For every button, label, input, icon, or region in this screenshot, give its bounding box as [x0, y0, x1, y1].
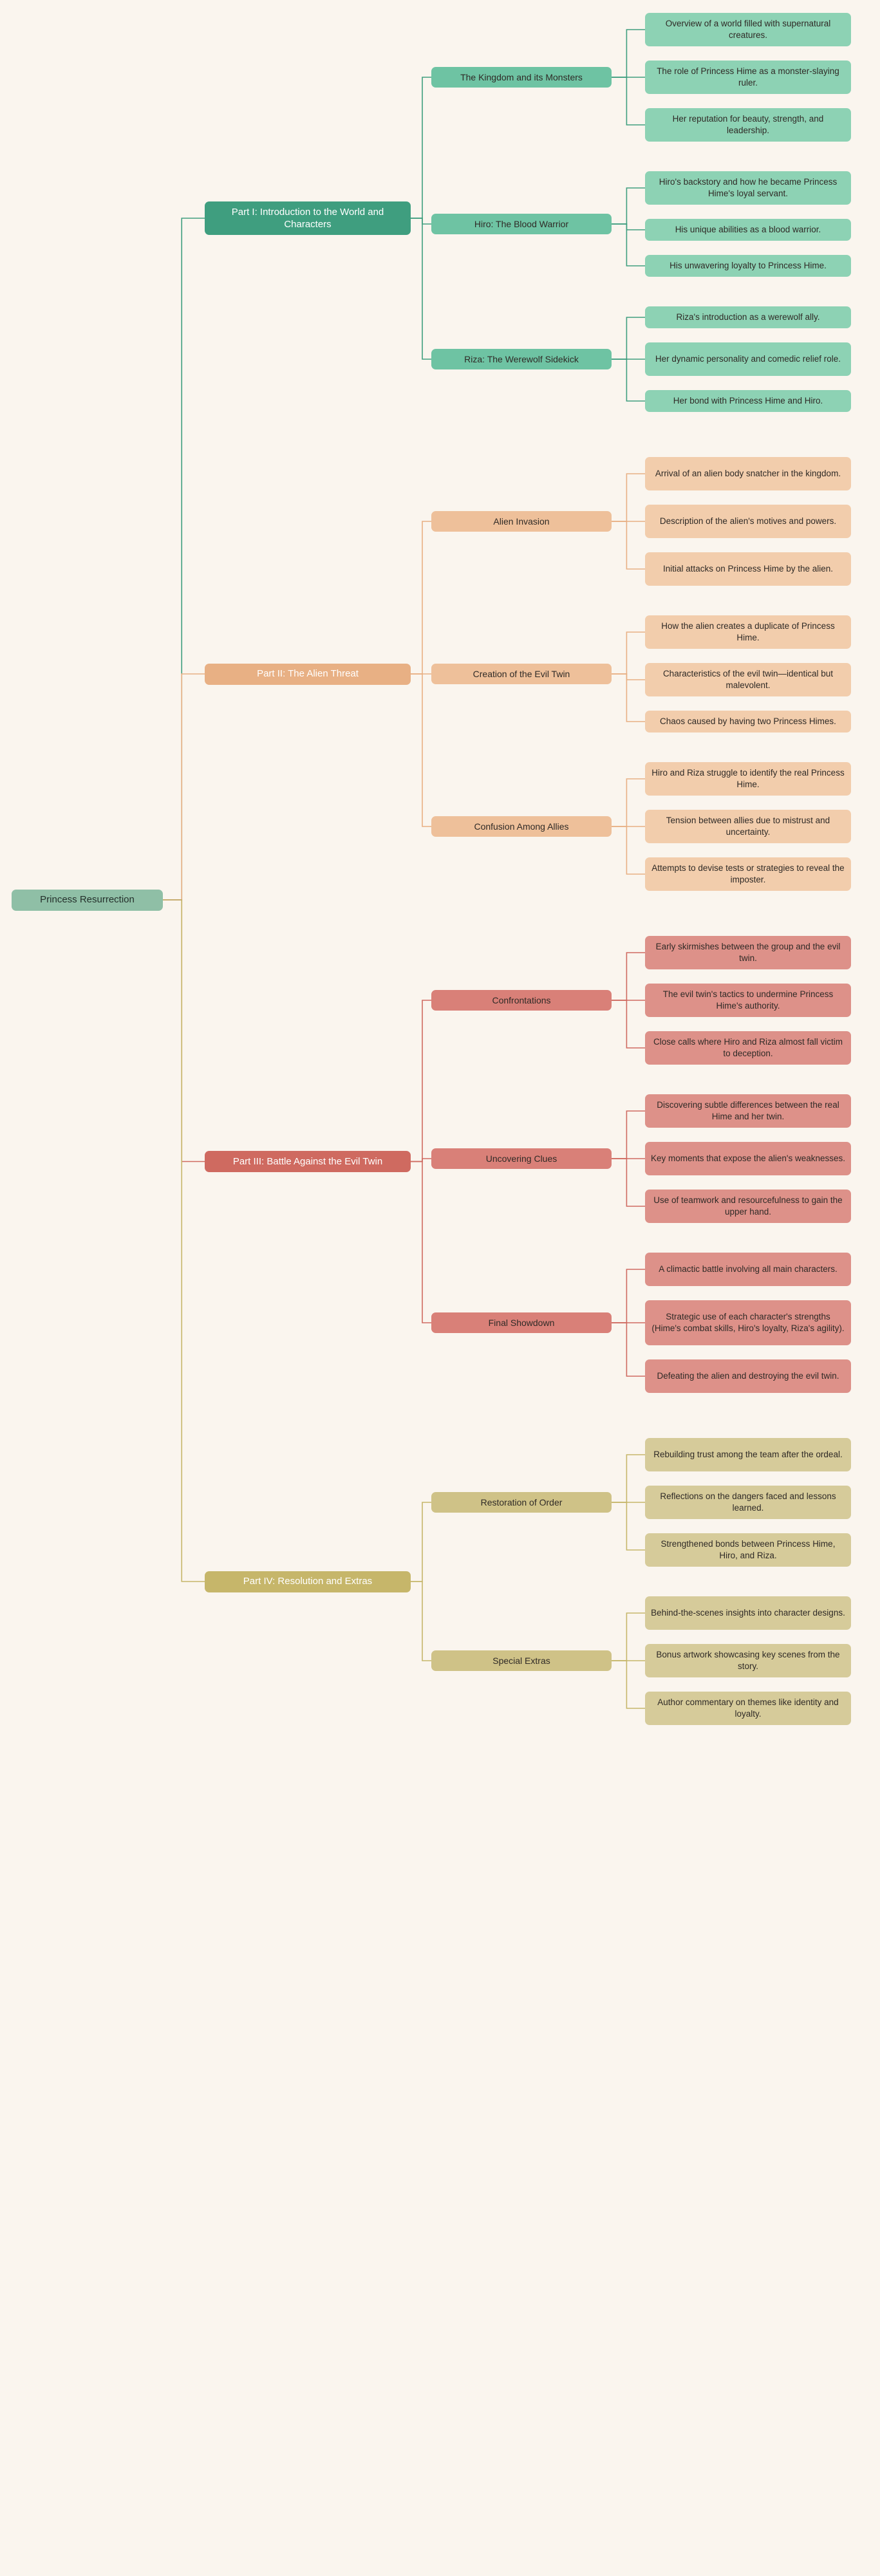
leaf-node-3-1-2[interactable]: The evil twin's tactics to undermine Princess Hime's authority.: [645, 984, 851, 1017]
subbranch-node-1-2[interactable]: Hiro: The Blood Warrior: [431, 214, 612, 234]
leaf-node-4-2-2[interactable]: Bonus artwork showcasing key scenes from the story.: [645, 1644, 851, 1677]
leaf-node-2-2-1[interactable]: How the alien creates a duplicate of Princess Hime.: [645, 615, 851, 649]
leaf-node-4-2-3[interactable]: Author commentary on themes like identity and loyalty.: [645, 1692, 851, 1725]
subbranch-node-2-2[interactable]: Creation of the Evil Twin: [431, 664, 612, 684]
branch-node-2[interactable]: Part II: The Alien Threat: [205, 664, 411, 685]
subbranch-node-2-3[interactable]: Confusion Among Allies: [431, 816, 612, 837]
leaf-node-2-1-2[interactable]: Description of the alien's motives and powers.: [645, 505, 851, 538]
leaf-node-1-2-1[interactable]: Hiro's backstory and how he became Princess Hime's loyal servant.: [645, 171, 851, 205]
leaf-node-3-1-1[interactable]: Early skirmishes between the group and the evil twin.: [645, 936, 851, 969]
subbranch-node-4-1[interactable]: Restoration of Order: [431, 1492, 612, 1513]
subbranch-node-3-3[interactable]: Final Showdown: [431, 1312, 612, 1333]
branch-node-4[interactable]: Part IV: Resolution and Extras: [205, 1571, 411, 1592]
leaf-node-3-3-1[interactable]: A climactic battle involving all main characters.: [645, 1253, 851, 1286]
leaf-node-4-1-3[interactable]: Strengthened bonds between Princess Hime, Hiro, and Riza.: [645, 1533, 851, 1567]
leaf-node-3-2-1[interactable]: Discovering subtle differences between the real Hime and her twin.: [645, 1094, 851, 1128]
leaf-node-2-1-1[interactable]: Arrival of an alien body snatcher in the kingdom.: [645, 457, 851, 490]
leaf-node-2-1-3[interactable]: Initial attacks on Princess Hime by the alien.: [645, 552, 851, 586]
branch-node-1[interactable]: Part I: Introduction to the World and Characters: [205, 201, 411, 235]
branch-node-3[interactable]: Part III: Battle Against the Evil Twin: [205, 1151, 411, 1172]
leaf-node-1-1-1[interactable]: Overview of a world filled with supernatural creatures.: [645, 13, 851, 46]
subbranch-node-1-1[interactable]: The Kingdom and its Monsters: [431, 67, 612, 88]
leaf-node-1-3-2[interactable]: Her dynamic personality and comedic relief role.: [645, 342, 851, 376]
leaf-node-3-3-2[interactable]: Strategic use of each character's strengths (Hime's combat skills, Hiro's loyalty, Riza's agility).: [645, 1300, 851, 1345]
leaf-node-1-2-2[interactable]: His unique abilities as a blood warrior.: [645, 219, 851, 241]
leaf-node-1-1-3[interactable]: Her reputation for beauty, strength, and leadership.: [645, 108, 851, 142]
leaf-node-3-3-3[interactable]: Defeating the alien and destroying the evil twin.: [645, 1359, 851, 1393]
leaf-node-1-2-3[interactable]: His unwavering loyalty to Princess Hime.: [645, 255, 851, 277]
leaf-node-3-1-3[interactable]: Close calls where Hiro and Riza almost fall victim to deception.: [645, 1031, 851, 1065]
leaf-node-3-2-3[interactable]: Use of teamwork and resourcefulness to gain the upper hand.: [645, 1190, 851, 1223]
leaf-node-4-2-1[interactable]: Behind-the-scenes insights into character designs.: [645, 1596, 851, 1630]
leaf-node-4-1-2[interactable]: Reflections on the dangers faced and lessons learned.: [645, 1486, 851, 1519]
leaf-node-2-3-3[interactable]: Attempts to devise tests or strategies to reveal the imposter.: [645, 857, 851, 891]
leaf-node-2-3-2[interactable]: Tension between allies due to mistrust and uncertainty.: [645, 810, 851, 843]
leaf-node-1-3-3[interactable]: Her bond with Princess Hime and Hiro.: [645, 390, 851, 412]
leaf-node-3-2-2[interactable]: Key moments that expose the alien's weaknesses.: [645, 1142, 851, 1175]
leaf-node-1-3-1[interactable]: Riza's introduction as a werewolf ally.: [645, 306, 851, 328]
subbranch-node-4-2[interactable]: Special Extras: [431, 1650, 612, 1671]
mindmap-root-node[interactable]: Princess Resurrection: [12, 890, 163, 911]
leaf-node-2-2-3[interactable]: Chaos caused by having two Princess Himes.: [645, 711, 851, 733]
leaf-node-2-3-1[interactable]: Hiro and Riza struggle to identify the real Princess Hime.: [645, 762, 851, 796]
leaf-node-1-1-2[interactable]: The role of Princess Hime as a monster-slaying ruler.: [645, 61, 851, 94]
leaf-node-4-1-1[interactable]: Rebuilding trust among the team after the ordeal.: [645, 1438, 851, 1471]
subbranch-node-3-1[interactable]: Confrontations: [431, 990, 612, 1011]
subbranch-node-3-2[interactable]: Uncovering Clues: [431, 1148, 612, 1169]
subbranch-node-1-3[interactable]: Riza: The Werewolf Sidekick: [431, 349, 612, 369]
subbranch-node-2-1[interactable]: Alien Invasion: [431, 511, 612, 532]
leaf-node-2-2-2[interactable]: Characteristics of the evil twin—identical but malevolent.: [645, 663, 851, 696]
